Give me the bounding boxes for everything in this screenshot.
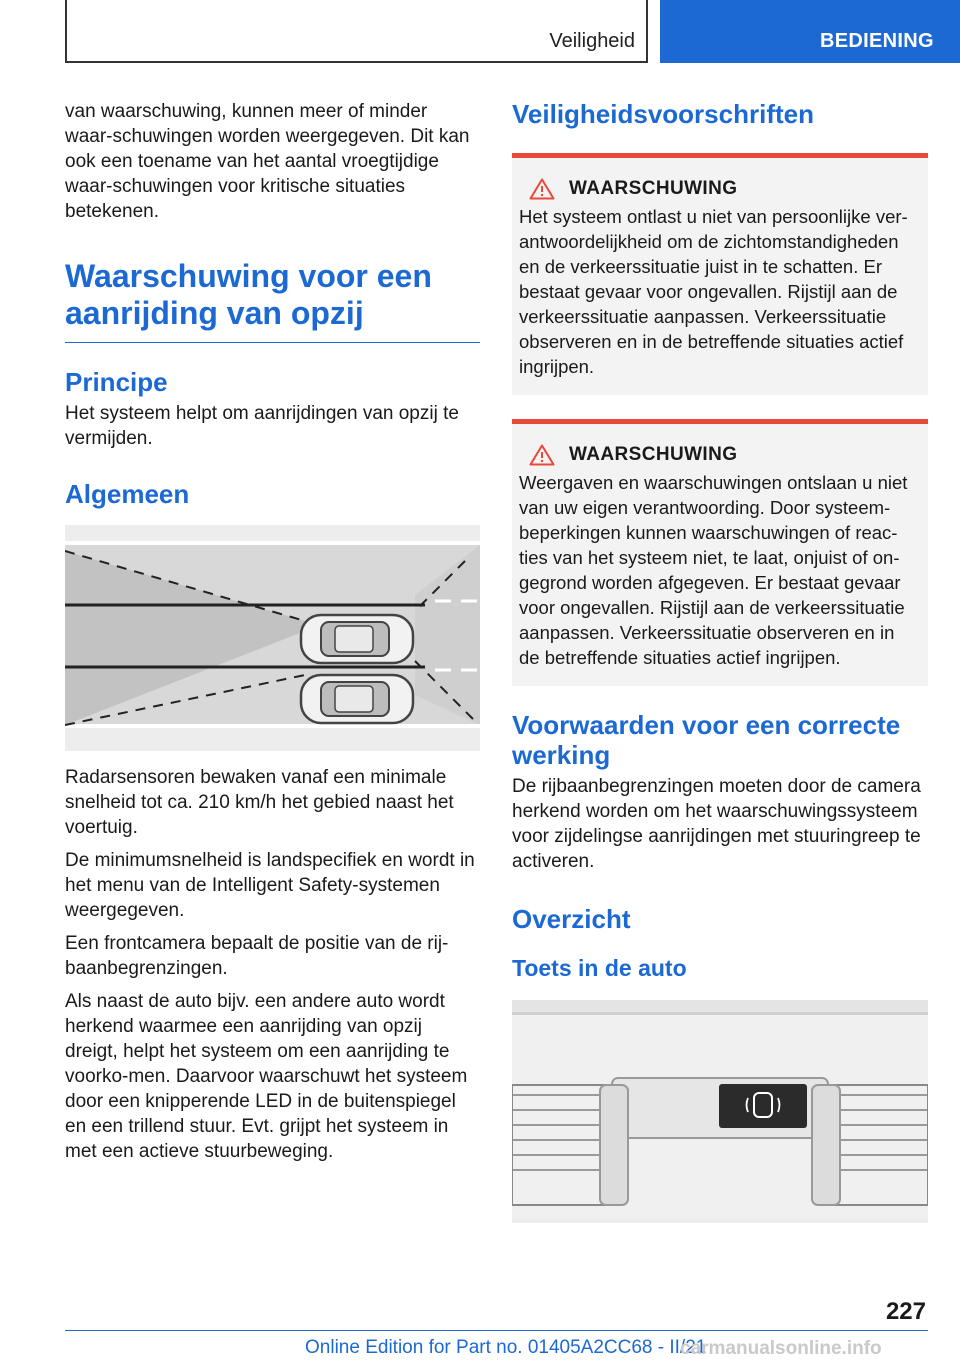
warning-triangle-icon [529,444,555,466]
car-icon [301,675,413,723]
dashboard-button-illustration [512,1000,928,1218]
warning-text: Het systeem ontlast u niet van persoonlijke ver-antwoordelijkheid om de zichtomstandigheden en de verkeerssituatie juist in te schatten. Er bestaat gevaar voor ongevallen. Rijstijl aan de verkeerssituatie aanpassen. Verkeerssituatie observeren en in de betreffende situaties actief ingrijpen. [519,206,908,377]
watermark: carmanualsonline.info [680,1338,882,1359]
left-column [65,99,480,1172]
car-icon [301,615,413,663]
principle-heading: Principe [65,367,168,397]
button-photo [512,1000,928,1223]
page-number: 227 [885,1298,926,1325]
warning-box [512,153,928,395]
warning-header [519,178,920,200]
warning-title: WAARSCHUWING [569,444,738,465]
side-collision-diagram [65,525,480,751]
warning-text: Weergaven en waarschuwingen ontslaan u niet van uw eigen verantwoording. Door systeem-beperkingen kunnen waarschuwingen of reac-ties van het systeem niet, te laat, onjuist of on-gegrond worden afgegeven. Er bestaat gevaar voor ongevallen. Rijstijl aan de verkeerssituatie aanpassen. Verkeerssituatie observeren en in de betreffende situaties actief ingrijpen. [519,472,908,668]
body-paragraph: Als naast de auto bijv. een andere auto wordt herkend waarmee een aanrijding van opzij dreigt, helpt het systeem om een aanrijding te voorko-men. Daarvoor waarschuwt het systeem door een knipperende LED in de buitenspiegel en een trillend stuur. Evt. grijpt het systeem in met een actieve stuurbeweging. [65,991,468,1162]
warning-triangle-icon [529,178,555,200]
radar-zones-illustration [65,525,480,746]
footer-edition: Online Edition for Part no. 01405A2CC68 - II/21 [305,1337,707,1358]
header-chapter-tab[interactable]: BEDIENING [660,0,960,63]
general-heading: Algemeen [65,479,190,509]
safety-heading: Veiligheidsvoorschriften [512,99,814,129]
button-subheading: Toets in de auto [512,955,687,981]
overview-heading: Overzicht [512,904,631,934]
section-heading: Waarschuwing voor een aanrijding van opzij [65,258,480,343]
conditions-text: De rijbaanbegrenzingen moeten door de camera herkend worden om het waarschuwingssysteem voor zijdelingse aanrijdingen met stuuringreep te activeren. [512,776,921,872]
warning-title: WAARSCHUWING [569,178,738,199]
body-paragraph: Een frontcamera bepaalt de positie van de rij-baanbegrenzingen. [65,933,449,979]
warning-box [512,419,928,686]
header-section-title: Veiligheid [549,30,635,52]
body-paragraph: De minimumsnelheid is landspecifiek en wordt in het menu van de Intelligent Safety-systemen weergegeven. [65,850,475,921]
footer-divider [65,1330,928,1331]
warning-header [519,444,920,466]
right-column [512,99,928,1237]
body-paragraph: Radarsensoren bewaken vanaf een minimale snelheid tot ca. 210 km/h het gebied naast het voertuig. [65,767,454,838]
principle-text: Het systeem helpt om aanrijdingen van opzij te vermijden. [65,403,459,449]
conditions-heading: Voorwaarden voor een correcte werking [512,710,901,770]
intro-paragraph: van waarschuwing, kunnen meer of minder waar-schuwingen worden weergegeven. Dit kan ook een toename van het aantal vroegtijdige waar-schuwingen voor kritische situaties betekenen. [65,101,470,222]
